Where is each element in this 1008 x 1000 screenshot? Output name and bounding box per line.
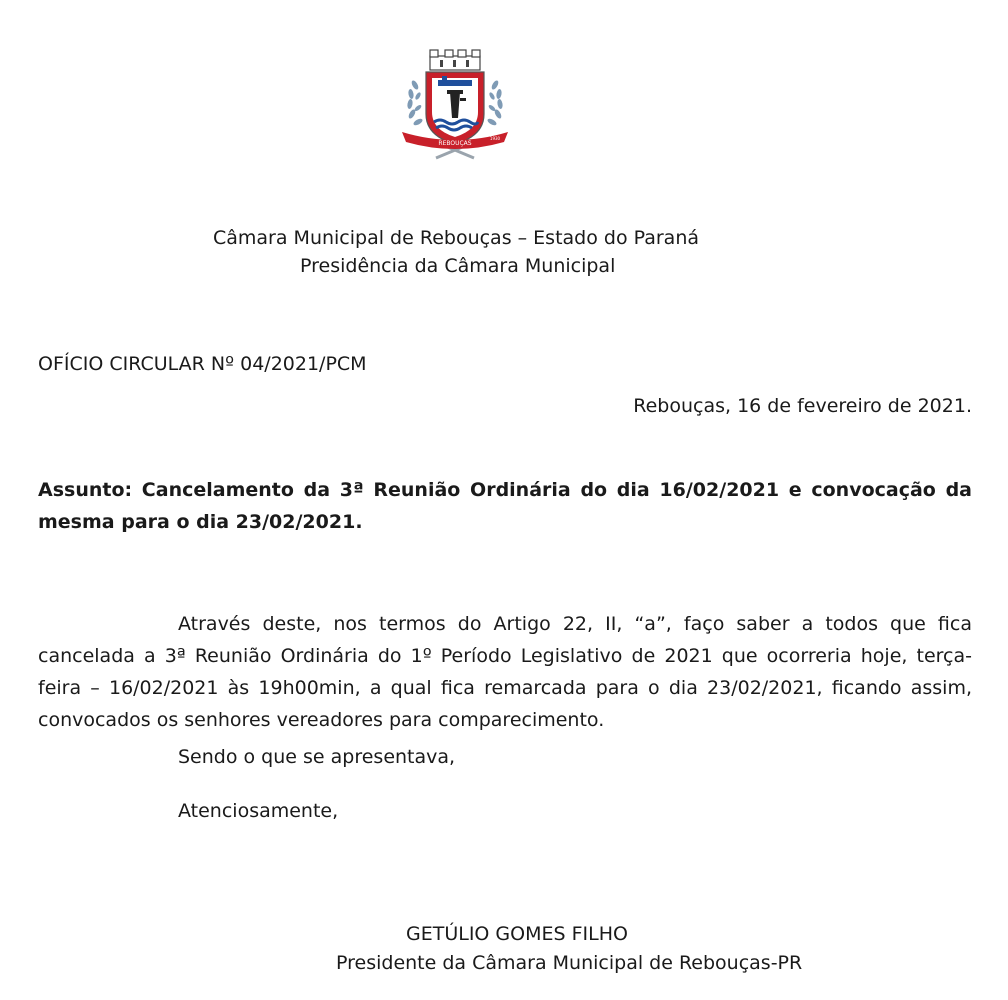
letter-subject: Assunto: Cancelamento da 3ª Reunião Ordinária do dia 16/02/2021 e convocação da mesma para o dia 23/02/2021.: [38, 479, 972, 533]
letter-number: OFÍCIO CIRCULAR Nº 04/2021/PCM: [38, 353, 367, 375]
header-department: Presidência da Câmara Municipal: [300, 255, 616, 277]
place-date: Rebouças, 16 de fevereiro de 2021.: [633, 395, 972, 417]
closing-salutation: Atenciosamente,: [178, 800, 339, 822]
mural-crown: [430, 50, 480, 70]
crest-year: 1930: [489, 136, 501, 141]
closing-phrase: Sendo o que se apresentava,: [178, 746, 456, 768]
letter-body: Através deste, nos termos do Artigo 22, II, “a”, faço saber a todos que fica cancelada a 3ª Reunião Ordinária do 1º Período Legislativo de 2021 que ocorreria hoje, terça-feira – 16/02/2021 às 19h00min, a qual fica remarcada para o dia 23/02/2021, ficando assim, convocados os senhores vereadores para comparecimento.: [38, 613, 972, 731]
header-institution: Câmara Municipal de Rebouças – Estado do Paraná: [213, 227, 700, 249]
laurel-right: [486, 79, 503, 126]
crest-banner-text: REBOUÇAS: [438, 140, 472, 147]
laurel-left: [407, 79, 424, 126]
municipal-crest-logo: [398, 48, 512, 162]
signer-name: GETÚLIO GOMES FILHO: [406, 923, 628, 945]
signer-title: Presidente da Câmara Municipal de Rebouças-PR: [336, 952, 803, 974]
